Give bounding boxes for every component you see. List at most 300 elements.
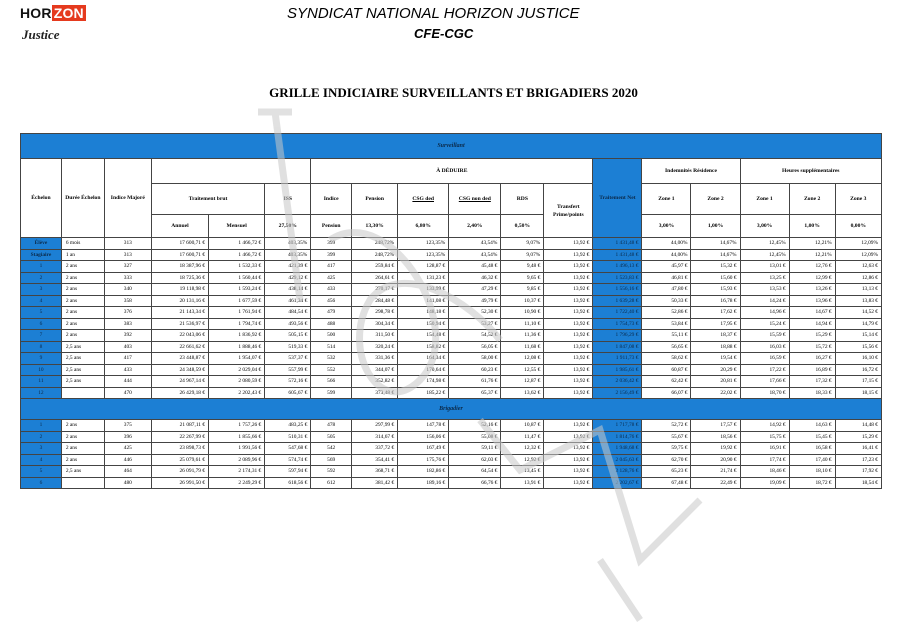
brigadier-cell: 17,92 € bbox=[835, 466, 881, 478]
surveillant-cell: 13,92 € bbox=[544, 284, 593, 296]
brigadier-cell: 1 bbox=[21, 420, 62, 432]
surveillant-row bbox=[21, 353, 882, 365]
brigadier-cell: 542 bbox=[311, 443, 352, 455]
surveillant-cell: 1 an bbox=[61, 249, 104, 261]
surveillant-cell: 13,92 € bbox=[544, 364, 593, 376]
surveillant-row bbox=[21, 238, 882, 250]
surveillant-cell: 13,92 € bbox=[544, 307, 593, 319]
col-header-iss: ISS bbox=[265, 184, 311, 215]
surveillant-cell: 331,36 € bbox=[352, 353, 398, 365]
brigadier-row bbox=[21, 454, 882, 466]
brigadier-cell: 19,09 € bbox=[740, 477, 789, 489]
surveillant-row bbox=[21, 284, 882, 296]
col-header-ir-z2-rate: 1,00% bbox=[691, 215, 740, 238]
brigadier-row bbox=[21, 443, 882, 455]
surveillant-cell: 17 600,71 € bbox=[151, 238, 208, 250]
surveillant-cell: 327 bbox=[104, 261, 151, 273]
surveillant-cell: 58,62 € bbox=[642, 353, 691, 365]
surveillant-cell: 43,54% bbox=[449, 238, 501, 250]
salary-grid-table bbox=[20, 133, 882, 489]
brigadier-cell: 464 bbox=[104, 466, 151, 478]
surveillant-cell: 12,09% bbox=[835, 238, 881, 250]
brigadier-cell: 26 991,50 € bbox=[151, 477, 208, 489]
organization-name: SYNDICAT NATIONAL HORIZON JUSTICE bbox=[287, 5, 580, 22]
surveillant-cell: 1 431,48 € bbox=[593, 238, 642, 250]
surveillant-cell: 484,54 € bbox=[265, 307, 311, 319]
brigadier-cell: 22 267,99 € bbox=[151, 431, 208, 443]
surveillant-cell: 352,82 € bbox=[352, 376, 398, 388]
brigadier-cell: 52,72 € bbox=[642, 420, 691, 432]
surveillant-cell: 14,96 € bbox=[740, 307, 789, 319]
surveillant-row bbox=[21, 330, 882, 342]
surveillant-cell: 1 847,08 € bbox=[593, 341, 642, 353]
surveillant-cell: 22,02 € bbox=[691, 387, 740, 399]
surveillant-cell: 1 985,61 € bbox=[593, 364, 642, 376]
surveillant-cell: 13,25 € bbox=[740, 272, 789, 284]
surveillant-cell: 52,86 € bbox=[642, 307, 691, 319]
brigadier-cell: 26 091,79 € bbox=[151, 466, 208, 478]
surveillant-cell: 417 bbox=[311, 261, 352, 273]
brigadier-cell: 13,92 € bbox=[544, 420, 593, 432]
brigadier-cell: 2 045,63 € bbox=[593, 454, 642, 466]
col-header-hs-z1-rate: 3,00% bbox=[740, 215, 789, 238]
surveillant-cell: 433 bbox=[311, 284, 352, 296]
brigadier-cell: 480 bbox=[104, 477, 151, 489]
brigadier-cell: 16,91 € bbox=[740, 443, 789, 455]
surveillant-cell: 557,99 € bbox=[265, 364, 311, 376]
col-header-ir-zone1: Zone 1 bbox=[642, 184, 691, 215]
surveillant-row bbox=[21, 272, 882, 284]
col-header-annuel: Annuel bbox=[151, 215, 208, 238]
surveillant-cell: 5 bbox=[21, 307, 62, 319]
col-header-iss-rate: 27,50% bbox=[265, 215, 311, 238]
surveillant-cell: 2,5 ans bbox=[61, 364, 104, 376]
brigadier-cell: 19,92 € bbox=[691, 443, 740, 455]
surveillant-cell: 128,87 € bbox=[398, 261, 449, 273]
surveillant-cell: 11,36 € bbox=[501, 330, 544, 342]
surveillant-cell: 18,37 € bbox=[691, 330, 740, 342]
surveillant-cell: 13,92 € bbox=[544, 238, 593, 250]
surveillant-cell: 12,45% bbox=[740, 238, 789, 250]
surveillant-cell: 2 ans bbox=[61, 295, 104, 307]
surveillant-cell: 344,07 € bbox=[352, 364, 398, 376]
surveillant-cell: 9,07% bbox=[501, 238, 544, 250]
surveillant-cell: 1 466,72 € bbox=[209, 249, 265, 261]
surveillant-cell: 24 348,59 € bbox=[151, 364, 208, 376]
surveillant-cell: 158,82 € bbox=[398, 341, 449, 353]
brigadier-cell: 17,40 € bbox=[789, 454, 835, 466]
brigadier-cell: 21,74 € bbox=[691, 466, 740, 478]
surveillant-cell: 13,92 € bbox=[544, 318, 593, 330]
brigadier-cell: 1 855,66 € bbox=[209, 431, 265, 443]
surveillant-cell: 21 536,97 € bbox=[151, 318, 208, 330]
surveillant-cell: 479 bbox=[311, 307, 352, 319]
surveillant-row bbox=[21, 341, 882, 353]
brigadier-row bbox=[21, 431, 882, 443]
brigadier-cell: 62,70 € bbox=[642, 454, 691, 466]
brigadier-cell: 15,75 € bbox=[740, 431, 789, 443]
surveillant-cell: 123,35% bbox=[398, 238, 449, 250]
surveillant-cell: 9,07% bbox=[501, 249, 544, 261]
col-header-heures: Heures supplémentaires bbox=[740, 159, 881, 184]
brigadier-cell: 15,45 € bbox=[789, 431, 835, 443]
surveillant-cell: 170,64 € bbox=[398, 364, 449, 376]
surveillant-cell: 2 156,49 € bbox=[593, 387, 642, 399]
surveillant-cell: 12,45% bbox=[740, 249, 789, 261]
surveillant-cell: 13,62 € bbox=[501, 387, 544, 399]
surveillant-cell: 1 761,94 € bbox=[209, 307, 265, 319]
surveillant-cell: 16,27 € bbox=[789, 353, 835, 365]
surveillant-cell: 13,92 € bbox=[544, 295, 593, 307]
surveillant-row bbox=[21, 318, 882, 330]
brigadier-cell: 12,32 € bbox=[501, 443, 544, 455]
surveillant-cell: 18,15 € bbox=[835, 387, 881, 399]
surveillant-cell: 56,65 € bbox=[642, 341, 691, 353]
surveillant-cell: 133,99 € bbox=[398, 284, 449, 296]
surveillant-cell: 13,92 € bbox=[544, 330, 593, 342]
brigadier-cell: 18,46 € bbox=[740, 466, 789, 478]
surveillant-cell: 1 556,16 € bbox=[593, 284, 642, 296]
col-header-mensuel: Mensuel bbox=[209, 215, 265, 238]
surveillant-cell: 22 661,62 € bbox=[151, 341, 208, 353]
surveillant-cell: 519,33 € bbox=[265, 341, 311, 353]
brigadier-cell: 14,92 € bbox=[740, 420, 789, 432]
surveillant-cell: 2,5 ans bbox=[61, 341, 104, 353]
surveillant-cell: 403 bbox=[104, 341, 151, 353]
surveillant-cell: 13,92 € bbox=[544, 272, 593, 284]
brigadier-cell: 2 174,31 € bbox=[209, 466, 265, 478]
brigadier-cell: 314,67 € bbox=[352, 431, 398, 443]
col-header-rds-rate: 0,50% bbox=[501, 215, 544, 238]
surveillant-cell: 65,37 € bbox=[449, 387, 501, 399]
surveillant-cell: 9 bbox=[21, 353, 62, 365]
surveillant-cell: 14,67% bbox=[691, 238, 740, 250]
col-header-indice-majore-text: Indice Majoré bbox=[110, 195, 145, 201]
surveillant-cell: 150,94 € bbox=[398, 318, 449, 330]
surveillant-cell: 14,94 € bbox=[789, 318, 835, 330]
surveillant-cell: 8 bbox=[21, 341, 62, 353]
surveillant-cell: 358 bbox=[104, 295, 151, 307]
surveillant-cell: 58,00 € bbox=[449, 353, 501, 365]
col-header-csg-non-ded-rate: 2,40% bbox=[449, 215, 501, 238]
col-header-indice-majore bbox=[104, 159, 151, 238]
surveillant-cell: 62,42 € bbox=[642, 376, 691, 388]
col-header-hs-z3-rate: 0,00% bbox=[835, 215, 881, 238]
surveillant-cell: 1 754,73 € bbox=[593, 318, 642, 330]
brigadier-cell: 425 bbox=[104, 443, 151, 455]
brigadier-cell: 10,87 € bbox=[501, 420, 544, 432]
surveillant-cell: 53,27 € bbox=[449, 318, 501, 330]
surveillant-cell: 456 bbox=[311, 295, 352, 307]
brigadier-cell: 2 ans bbox=[61, 443, 104, 455]
horizon-logo bbox=[20, 5, 86, 21]
surveillant-cell: 429,12 € bbox=[265, 272, 311, 284]
surveillant-cell: 23 448,87 € bbox=[151, 353, 208, 365]
col-header-transfert bbox=[544, 184, 593, 238]
brigadier-cell: 62,03 € bbox=[449, 454, 501, 466]
surveillant-cell: 392 bbox=[104, 330, 151, 342]
surveillant-cell bbox=[61, 387, 104, 399]
surveillant-cell: 11,68 € bbox=[501, 341, 544, 353]
surveillant-cell: 26 429,18 € bbox=[151, 387, 208, 399]
surveillant-cell: Stagiaire bbox=[21, 249, 62, 261]
surveillant-cell: 10,90 € bbox=[501, 307, 544, 319]
surveillant-cell: 333 bbox=[104, 272, 151, 284]
surveillant-cell: 45,97 € bbox=[642, 261, 691, 273]
surveillant-cell: 2,5 ans bbox=[61, 376, 104, 388]
surveillant-cell: 2 029,04 € bbox=[209, 364, 265, 376]
surveillant-cell: 22 043,06 € bbox=[151, 330, 208, 342]
surveillant-cell: 20 131,16 € bbox=[151, 295, 208, 307]
col-header-rds: RDS bbox=[501, 184, 544, 215]
surveillant-cell: 56,05 € bbox=[449, 341, 501, 353]
brigadier-cell: 18,72 € bbox=[789, 477, 835, 489]
surveillant-cell: 425 bbox=[311, 272, 352, 284]
surveillant-row bbox=[21, 307, 882, 319]
surveillant-cell: 500 bbox=[311, 330, 352, 342]
surveillant-cell: 313 bbox=[104, 249, 151, 261]
surveillant-cell: 1 677,59 € bbox=[209, 295, 265, 307]
surveillant-cell: 17,15 € bbox=[835, 376, 881, 388]
surveillant-cell: 9,48 € bbox=[501, 261, 544, 273]
surveillant-cell: 55,11 € bbox=[642, 330, 691, 342]
brigadier-cell: 13,91 € bbox=[501, 477, 544, 489]
surveillant-row bbox=[21, 364, 882, 376]
surveillant-cell: 1 722,40 € bbox=[593, 307, 642, 319]
surveillant-cell: 12,21% bbox=[789, 249, 835, 261]
surveillant-cell: 3 bbox=[21, 284, 62, 296]
brigadier-cell: 618,56 € bbox=[265, 477, 311, 489]
surveillant-cell: 9,65 € bbox=[501, 272, 544, 284]
surveillant-cell: 18,70 € bbox=[740, 387, 789, 399]
surveillant-cell: 311,50 € bbox=[352, 330, 398, 342]
section-band-surveillant bbox=[21, 134, 882, 159]
surveillant-cell: 537,37 € bbox=[265, 353, 311, 365]
surveillant-cell: 12,99 € bbox=[789, 272, 835, 284]
surveillant-cell: 12,63 € bbox=[835, 261, 881, 273]
surveillant-cell: 270,17 € bbox=[352, 284, 398, 296]
surveillant-cell: 19,54 € bbox=[691, 353, 740, 365]
surveillant-cell: 259,84 € bbox=[352, 261, 398, 273]
surveillant-cell: Élève bbox=[21, 238, 62, 250]
surveillant-cell: 399 bbox=[311, 249, 352, 261]
surveillant-cell: 15,29 € bbox=[789, 330, 835, 342]
surveillant-cell: 572,16 € bbox=[265, 376, 311, 388]
surveillant-cell: 552 bbox=[311, 364, 352, 376]
brigadier-cell: 569 bbox=[311, 454, 352, 466]
surveillant-cell: 403,35% bbox=[265, 249, 311, 261]
surveillant-cell: 6 bbox=[21, 318, 62, 330]
surveillant-cell: 17,32 € bbox=[789, 376, 835, 388]
surveillant-cell: 15,60 € bbox=[691, 272, 740, 284]
surveillant-cell: 493,56 € bbox=[265, 318, 311, 330]
surveillant-cell: 2 ans bbox=[61, 272, 104, 284]
surveillant-cell: 12 bbox=[21, 387, 62, 399]
brigadier-row bbox=[21, 420, 882, 432]
brigadier-cell: 6 bbox=[21, 477, 62, 489]
brigadier-cell: 17,57 € bbox=[691, 420, 740, 432]
surveillant-cell: 50,33 € bbox=[642, 295, 691, 307]
surveillant-cell: 47,29 € bbox=[449, 284, 501, 296]
surveillant-cell: 16,59 € bbox=[740, 353, 789, 365]
brigadier-cell: 16,41 € bbox=[835, 443, 881, 455]
surveillant-cell: 340 bbox=[104, 284, 151, 296]
surveillant-cell: 399 bbox=[311, 238, 352, 250]
brigadier-cell: 182,86 € bbox=[398, 466, 449, 478]
brigadier-cell: 189,16 € bbox=[398, 477, 449, 489]
salary-grid-body bbox=[21, 134, 882, 489]
brigadier-cell: 23 898,73 € bbox=[151, 443, 208, 455]
surveillant-cell: 12,86 € bbox=[835, 272, 881, 284]
brigadier-cell: 592 bbox=[311, 466, 352, 478]
surveillant-cell: 7 bbox=[21, 330, 62, 342]
surveillant-cell: 1 954,07 € bbox=[209, 353, 265, 365]
brigadier-cell: 16,58 € bbox=[789, 443, 835, 455]
surveillant-cell: 264,61 € bbox=[352, 272, 398, 284]
surveillant-cell: 1 523,83 € bbox=[593, 272, 642, 284]
brigadier-cell: 337,72 € bbox=[352, 443, 398, 455]
surveillant-cell: 17,66 € bbox=[740, 376, 789, 388]
col-header-transfert-text: Transfert Prime/points bbox=[552, 203, 584, 218]
brigadier-cell: 147,78 € bbox=[398, 420, 449, 432]
surveillant-cell: 2 ans bbox=[61, 307, 104, 319]
surveillant-cell: 13,26 € bbox=[789, 284, 835, 296]
surveillant-cell: 461,34 € bbox=[265, 295, 311, 307]
brigadier-cell: 354,41 € bbox=[352, 454, 398, 466]
surveillant-cell: 2 036,42 € bbox=[593, 376, 642, 388]
surveillant-cell: 505,15 € bbox=[265, 330, 311, 342]
surveillant-cell: 1 496,13 € bbox=[593, 261, 642, 273]
brigadier-cell: 167,49 € bbox=[398, 443, 449, 455]
surveillant-cell: 376 bbox=[104, 307, 151, 319]
surveillant-cell: 1 911,73 € bbox=[593, 353, 642, 365]
surveillant-cell: 304,34 € bbox=[352, 318, 398, 330]
col-header-duree bbox=[61, 159, 104, 238]
brigadier-cell: 13,92 € bbox=[544, 431, 593, 443]
brigadier-row bbox=[21, 477, 882, 489]
brigadier-cell: 375 bbox=[104, 420, 151, 432]
surveillant-cell: 12,76 € bbox=[789, 261, 835, 273]
brigadier-cell: 55,08 € bbox=[449, 431, 501, 443]
surveillant-cell: 164,34 € bbox=[398, 353, 449, 365]
brigadier-cell: 297,99 € bbox=[352, 420, 398, 432]
surveillant-cell: 13,92 € bbox=[544, 249, 593, 261]
organization-affiliation: CFE-CGC bbox=[414, 26, 474, 41]
surveillant-cell: 24 967,14 € bbox=[151, 376, 208, 388]
surveillant-cell: 16,89 € bbox=[789, 364, 835, 376]
section-band-brigadier bbox=[21, 399, 882, 420]
col-header-pension-label: Pension bbox=[352, 184, 398, 215]
col-header-traitement-net: Traitement Net bbox=[593, 159, 642, 238]
surveillant-cell: 12,55 € bbox=[501, 364, 544, 376]
surveillant-cell: 15,93 € bbox=[691, 284, 740, 296]
surveillant-cell: 1 794,74 € bbox=[209, 318, 265, 330]
surveillant-cell: 18,88 € bbox=[691, 341, 740, 353]
col-header-ir-z1-rate: 3,00% bbox=[642, 215, 691, 238]
surveillant-cell: 61,76 € bbox=[449, 376, 501, 388]
brigadier-cell: 2 128,76 € bbox=[593, 466, 642, 478]
brigadier-cell: 17,74 € bbox=[740, 454, 789, 466]
surveillant-cell: 15,24 € bbox=[740, 318, 789, 330]
surveillant-cell: 13,92 € bbox=[544, 341, 593, 353]
col-header-hs-z2-rate: 1,00% bbox=[789, 215, 835, 238]
surveillant-row bbox=[21, 249, 882, 261]
col-header-ir-zone2: Zone 2 bbox=[691, 184, 740, 215]
brigadier-cell: 12,92 € bbox=[501, 454, 544, 466]
brigadier-cell: 18,56 € bbox=[691, 431, 740, 443]
brigadier-cell: 22,49 € bbox=[691, 477, 740, 489]
brigadier-cell: 510,31 € bbox=[265, 431, 311, 443]
brigadier-cell: 175,76 € bbox=[398, 454, 449, 466]
brigadier-cell: 65,23 € bbox=[642, 466, 691, 478]
surveillant-cell: 444 bbox=[104, 376, 151, 388]
surveillant-cell: 11 bbox=[21, 376, 62, 388]
brigadier-cell: 1 991,56 € bbox=[209, 443, 265, 455]
surveillant-cell: 15,72 € bbox=[789, 341, 835, 353]
surveillant-cell: 12,21% bbox=[789, 238, 835, 250]
surveillant-row bbox=[21, 261, 882, 273]
surveillant-cell: 13,92 € bbox=[544, 387, 593, 399]
col-header-hs-zone3: Zone 3 bbox=[835, 184, 881, 215]
surveillant-cell: 19 118,98 € bbox=[151, 284, 208, 296]
surveillant-cell: 248,72% bbox=[352, 249, 398, 261]
surveillant-cell: 174,98 € bbox=[398, 376, 449, 388]
surveillant-cell: 14,24 € bbox=[740, 295, 789, 307]
surveillant-cell: 12,08 € bbox=[501, 353, 544, 365]
brigadier-cell: 3 bbox=[21, 443, 62, 455]
surveillant-cell: 141,08 € bbox=[398, 295, 449, 307]
col-header-pension: Pension bbox=[311, 215, 352, 238]
surveillant-cell: 18 387,96 € bbox=[151, 261, 208, 273]
brigadier-cell: 156,06 € bbox=[398, 431, 449, 443]
brigadier-cell: 368,71 € bbox=[352, 466, 398, 478]
surveillant-cell: 15,56 € bbox=[835, 341, 881, 353]
surveillant-cell: 599 bbox=[311, 387, 352, 399]
col-header-indemnites: Indemnités Résidence bbox=[642, 159, 740, 184]
surveillant-cell: 248,72% bbox=[352, 238, 398, 250]
surveillant-cell: 16,10 € bbox=[835, 353, 881, 365]
surveillant-cell: 185,22 € bbox=[398, 387, 449, 399]
surveillant-cell: 17,22 € bbox=[740, 364, 789, 376]
surveillant-cell: 66,07 € bbox=[642, 387, 691, 399]
surveillant-cell: 49,79 € bbox=[449, 295, 501, 307]
col-header-duree-text: Durée Échelon bbox=[65, 195, 101, 201]
surveillant-cell: 18,33 € bbox=[789, 387, 835, 399]
surveillant-cell: 403,35% bbox=[265, 238, 311, 250]
brigadier-cell: 52,16 € bbox=[449, 420, 501, 432]
surveillant-cell: 17,95 € bbox=[691, 318, 740, 330]
surveillant-cell: 20,81 € bbox=[691, 376, 740, 388]
surveillant-cell: 43,54% bbox=[449, 249, 501, 261]
surveillant-cell: 438,14 € bbox=[265, 284, 311, 296]
surveillant-cell: 52,30 € bbox=[449, 307, 501, 319]
col-header-csg-ded: CSG ded bbox=[398, 184, 449, 215]
brigadier-cell: 381,42 € bbox=[352, 477, 398, 489]
logo-text-hor: HOR bbox=[20, 5, 52, 21]
brigadier-cell: 2 ans bbox=[61, 431, 104, 443]
brigadier-cell: 2 202,67 € bbox=[593, 477, 642, 489]
surveillant-cell: 566 bbox=[311, 376, 352, 388]
brigadier-cell: 2 ans bbox=[61, 420, 104, 432]
brigadier-cell: 59,75 € bbox=[642, 443, 691, 455]
surveillant-cell: 2 ans bbox=[61, 284, 104, 296]
brigadier-cell: 5 bbox=[21, 466, 62, 478]
brigadier-cell: 15,29 € bbox=[835, 431, 881, 443]
surveillant-cell: 1 560,44 € bbox=[209, 272, 265, 284]
surveillant-cell: 15,32 € bbox=[691, 261, 740, 273]
brigadier-cell: 21 087,11 € bbox=[151, 420, 208, 432]
brigadier-cell: 1 814,76 € bbox=[593, 431, 642, 443]
